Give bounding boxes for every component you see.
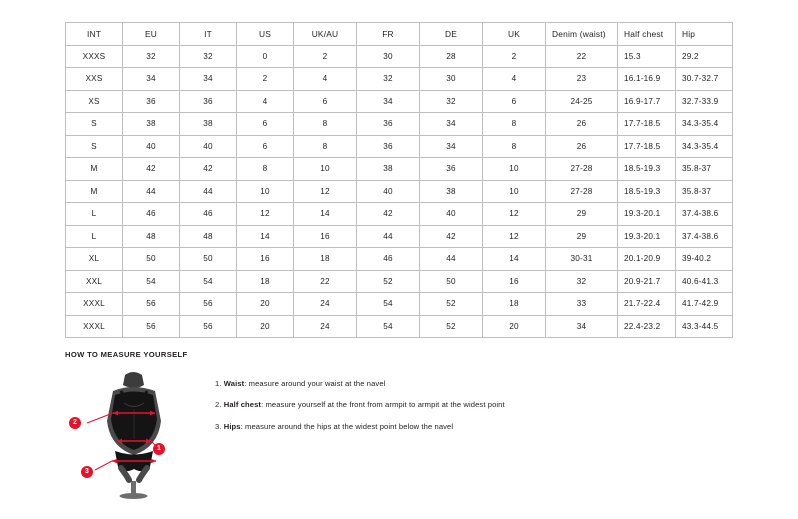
cell-uk-au: 2 bbox=[294, 45, 357, 68]
column-header-int: INT bbox=[66, 23, 123, 46]
step-term: Waist bbox=[223, 379, 245, 388]
cell-fr: 32 bbox=[357, 68, 420, 91]
cell-fr: 36 bbox=[357, 135, 420, 158]
cell-uk-au: 22 bbox=[294, 270, 357, 293]
cell-fr: 34 bbox=[357, 90, 420, 113]
cell-it: 38 bbox=[180, 113, 237, 136]
cell-fr: 44 bbox=[357, 225, 420, 248]
column-header-it: IT bbox=[180, 23, 237, 46]
cell-uk: 4 bbox=[483, 68, 546, 91]
cell-denim-waist: 24-25 bbox=[546, 90, 618, 113]
cell-de: 32 bbox=[420, 90, 483, 113]
measure-body bbox=[65, 369, 745, 499]
cell-us: 20 bbox=[237, 315, 294, 338]
cell-it: 56 bbox=[180, 315, 237, 338]
column-header-half-chest: Half chest bbox=[618, 23, 676, 46]
table-row bbox=[66, 68, 733, 91]
cell-hip: 40.6-41.3 bbox=[676, 270, 733, 293]
cell-eu: 42 bbox=[123, 158, 180, 181]
cell-fr: 46 bbox=[357, 248, 420, 271]
cell-uk-au: 8 bbox=[294, 135, 357, 158]
cell-hip: 32.7-33.9 bbox=[676, 90, 733, 113]
cell-us: 12 bbox=[237, 203, 294, 226]
table-row bbox=[66, 248, 733, 271]
cell-denim-waist: 26 bbox=[546, 113, 618, 136]
cell-it: 56 bbox=[180, 293, 237, 316]
cell-uk: 16 bbox=[483, 270, 546, 293]
cell-uk: 18 bbox=[483, 293, 546, 316]
cell-half-chest: 17.7-18.5 bbox=[618, 135, 676, 158]
size-table bbox=[65, 22, 733, 338]
cell-uk: 6 bbox=[483, 90, 546, 113]
step-number: 3. bbox=[215, 421, 222, 431]
cell-fr: 42 bbox=[357, 203, 420, 226]
cell-uk: 12 bbox=[483, 203, 546, 226]
cell-fr: 36 bbox=[357, 113, 420, 136]
step-term: Half chest bbox=[223, 400, 262, 410]
cell-denim-waist: 29 bbox=[546, 203, 618, 226]
cell-it: 40 bbox=[180, 135, 237, 158]
cell-de: 36 bbox=[420, 158, 483, 181]
column-header-hip: Hip bbox=[676, 23, 733, 46]
cell-int: L bbox=[66, 225, 123, 248]
cell-hip: 34.3-35.4 bbox=[676, 135, 733, 158]
cell-us: 10 bbox=[237, 180, 294, 203]
cell-half-chest: 21.7-22.4 bbox=[618, 293, 676, 316]
cell-half-chest: 17.7-18.5 bbox=[618, 113, 676, 136]
measure-step-half-chest bbox=[215, 400, 505, 410]
column-header-eu: EU bbox=[123, 23, 180, 46]
measure-step-waist bbox=[215, 379, 505, 389]
cell-int: S bbox=[66, 113, 123, 136]
cell-hip: 35.8-37 bbox=[676, 180, 733, 203]
measure-steps bbox=[215, 369, 505, 443]
cell-uk-au: 24 bbox=[294, 293, 357, 316]
cell-int: XXXS bbox=[66, 45, 123, 68]
measure-step-hips bbox=[215, 422, 505, 432]
cell-it: 48 bbox=[180, 225, 237, 248]
table-row bbox=[66, 315, 733, 338]
cell-denim-waist: 32 bbox=[546, 270, 618, 293]
cell-denim-waist: 27-28 bbox=[546, 180, 618, 203]
cell-eu: 44 bbox=[123, 180, 180, 203]
cell-uk: 10 bbox=[483, 180, 546, 203]
cell-uk: 20 bbox=[483, 315, 546, 338]
table-row bbox=[66, 135, 733, 158]
cell-half-chest: 16.9-17.7 bbox=[618, 90, 676, 113]
cell-de: 30 bbox=[420, 68, 483, 91]
cell-us: 8 bbox=[237, 158, 294, 181]
cell-fr: 40 bbox=[357, 180, 420, 203]
cell-half-chest: 15.3 bbox=[618, 45, 676, 68]
cell-denim-waist: 22 bbox=[546, 45, 618, 68]
cell-de: 34 bbox=[420, 135, 483, 158]
cell-uk-au: 6 bbox=[294, 90, 357, 113]
cell-uk-au: 4 bbox=[294, 68, 357, 91]
cell-uk-au: 18 bbox=[294, 248, 357, 271]
cell-it: 46 bbox=[180, 203, 237, 226]
cell-it: 44 bbox=[180, 180, 237, 203]
cell-us: 6 bbox=[237, 135, 294, 158]
cell-denim-waist: 29 bbox=[546, 225, 618, 248]
step-number: 2. bbox=[215, 400, 222, 410]
cell-denim-waist: 33 bbox=[546, 293, 618, 316]
cell-us: 6 bbox=[237, 113, 294, 136]
cell-int: M bbox=[66, 158, 123, 181]
table-header-row bbox=[66, 23, 733, 46]
step-text: : measure around the hips at the widest point below the navel bbox=[240, 421, 454, 431]
cell-eu: 56 bbox=[123, 293, 180, 316]
cell-it: 36 bbox=[180, 90, 237, 113]
cell-eu: 46 bbox=[123, 203, 180, 226]
cell-us: 4 bbox=[237, 90, 294, 113]
cell-hip: 35.8-37 bbox=[676, 158, 733, 181]
cell-hip: 43.3-44.5 bbox=[676, 315, 733, 338]
size-table-header bbox=[66, 23, 733, 46]
mannequin-illustration bbox=[65, 369, 205, 499]
cell-de: 44 bbox=[420, 248, 483, 271]
section-title: HOW TO MEASURE YOURSELF bbox=[65, 350, 188, 359]
cell-uk-au: 14 bbox=[294, 203, 357, 226]
column-header-fr: FR bbox=[357, 23, 420, 46]
cell-hip: 29.2 bbox=[676, 45, 733, 68]
cell-int: XXS bbox=[66, 68, 123, 91]
cell-uk-au: 12 bbox=[294, 180, 357, 203]
cell-it: 50 bbox=[180, 248, 237, 271]
cell-fr: 54 bbox=[357, 315, 420, 338]
cell-eu: 34 bbox=[123, 68, 180, 91]
cell-int: XS bbox=[66, 90, 123, 113]
cell-us: 14 bbox=[237, 225, 294, 248]
cell-hip: 30.7-32.7 bbox=[676, 68, 733, 91]
cell-half-chest: 19.3-20.1 bbox=[618, 225, 676, 248]
cell-hip: 37.4-38.6 bbox=[676, 225, 733, 248]
cell-uk: 2 bbox=[483, 45, 546, 68]
mannequin-figure-icon bbox=[65, 369, 205, 499]
cell-int: XL bbox=[66, 248, 123, 271]
column-header-denim-waist: Denim (waist) bbox=[546, 23, 618, 46]
cell-int: L bbox=[66, 203, 123, 226]
column-header-uk: UK bbox=[483, 23, 546, 46]
cell-de: 28 bbox=[420, 45, 483, 68]
table-row bbox=[66, 270, 733, 293]
cell-de: 50 bbox=[420, 270, 483, 293]
table-row bbox=[66, 203, 733, 226]
cell-uk: 12 bbox=[483, 225, 546, 248]
size-table-container bbox=[65, 22, 732, 338]
cell-eu: 48 bbox=[123, 225, 180, 248]
cell-eu: 50 bbox=[123, 248, 180, 271]
cell-int: XXL bbox=[66, 270, 123, 293]
cell-fr: 30 bbox=[357, 45, 420, 68]
cell-denim-waist: 34 bbox=[546, 315, 618, 338]
cell-uk: 10 bbox=[483, 158, 546, 181]
table-row bbox=[66, 158, 733, 181]
table-row bbox=[66, 45, 733, 68]
column-header-uk-au: UK/AU bbox=[294, 23, 357, 46]
cell-de: 52 bbox=[420, 293, 483, 316]
cell-de: 42 bbox=[420, 225, 483, 248]
cell-half-chest: 22.4-23.2 bbox=[618, 315, 676, 338]
cell-de: 38 bbox=[420, 180, 483, 203]
step-number: 1. bbox=[215, 379, 222, 388]
cell-uk-au: 24 bbox=[294, 315, 357, 338]
cell-de: 34 bbox=[420, 113, 483, 136]
cell-fr: 52 bbox=[357, 270, 420, 293]
badge-hips: 3 bbox=[81, 466, 93, 478]
cell-hip: 41.7-42.9 bbox=[676, 293, 733, 316]
cell-uk-au: 16 bbox=[294, 225, 357, 248]
cell-half-chest: 18.5-19.3 bbox=[618, 180, 676, 203]
cell-eu: 32 bbox=[123, 45, 180, 68]
cell-uk: 14 bbox=[483, 248, 546, 271]
cell-it: 34 bbox=[180, 68, 237, 91]
step-text: : measure yourself at the front from armpit to armpit at the widest point bbox=[261, 400, 505, 410]
cell-int: S bbox=[66, 135, 123, 158]
table-row bbox=[66, 180, 733, 203]
cell-us: 16 bbox=[237, 248, 294, 271]
table-row bbox=[66, 225, 733, 248]
cell-fr: 38 bbox=[357, 158, 420, 181]
cell-de: 52 bbox=[420, 315, 483, 338]
cell-denim-waist: 23 bbox=[546, 68, 618, 91]
column-header-de: DE bbox=[420, 23, 483, 46]
cell-hip: 34.3-35.4 bbox=[676, 113, 733, 136]
cell-eu: 56 bbox=[123, 315, 180, 338]
cell-us: 0 bbox=[237, 45, 294, 68]
table-row bbox=[66, 293, 733, 316]
cell-us: 18 bbox=[237, 270, 294, 293]
cell-int: M bbox=[66, 180, 123, 203]
cell-de: 40 bbox=[420, 203, 483, 226]
cell-half-chest: 20.1-20.9 bbox=[618, 248, 676, 271]
cell-it: 42 bbox=[180, 158, 237, 181]
badge-half-chest: 2 bbox=[69, 417, 81, 429]
cell-denim-waist: 27-28 bbox=[546, 158, 618, 181]
cell-int: XXXL bbox=[66, 293, 123, 316]
how-to-measure-section bbox=[65, 350, 745, 499]
cell-eu: 40 bbox=[123, 135, 180, 158]
table-row bbox=[66, 90, 733, 113]
cell-it: 54 bbox=[180, 270, 237, 293]
table-row bbox=[66, 113, 733, 136]
cell-half-chest: 16.1-16.9 bbox=[618, 68, 676, 91]
cell-uk-au: 8 bbox=[294, 113, 357, 136]
cell-hip: 37.4-38.6 bbox=[676, 203, 733, 226]
cell-eu: 54 bbox=[123, 270, 180, 293]
cell-half-chest: 20.9-21.7 bbox=[618, 270, 676, 293]
cell-us: 20 bbox=[237, 293, 294, 316]
badge-waist: 1 bbox=[153, 443, 165, 455]
cell-half-chest: 19.3-20.1 bbox=[618, 203, 676, 226]
cell-int: XXXL bbox=[66, 315, 123, 338]
step-term: Hips bbox=[223, 421, 241, 431]
step-text: : measure around your waist at the navel bbox=[244, 379, 386, 388]
cell-eu: 38 bbox=[123, 113, 180, 136]
cell-uk-au: 10 bbox=[294, 158, 357, 181]
size-table-body bbox=[66, 45, 733, 338]
cell-half-chest: 18.5-19.3 bbox=[618, 158, 676, 181]
cell-us: 2 bbox=[237, 68, 294, 91]
cell-uk: 8 bbox=[483, 113, 546, 136]
cell-eu: 36 bbox=[123, 90, 180, 113]
cell-hip: 39-40.2 bbox=[676, 248, 733, 271]
cell-fr: 54 bbox=[357, 293, 420, 316]
cell-it: 32 bbox=[180, 45, 237, 68]
cell-denim-waist: 30-31 bbox=[546, 248, 618, 271]
column-header-us: US bbox=[237, 23, 294, 46]
cell-denim-waist: 26 bbox=[546, 135, 618, 158]
cell-uk: 8 bbox=[483, 135, 546, 158]
